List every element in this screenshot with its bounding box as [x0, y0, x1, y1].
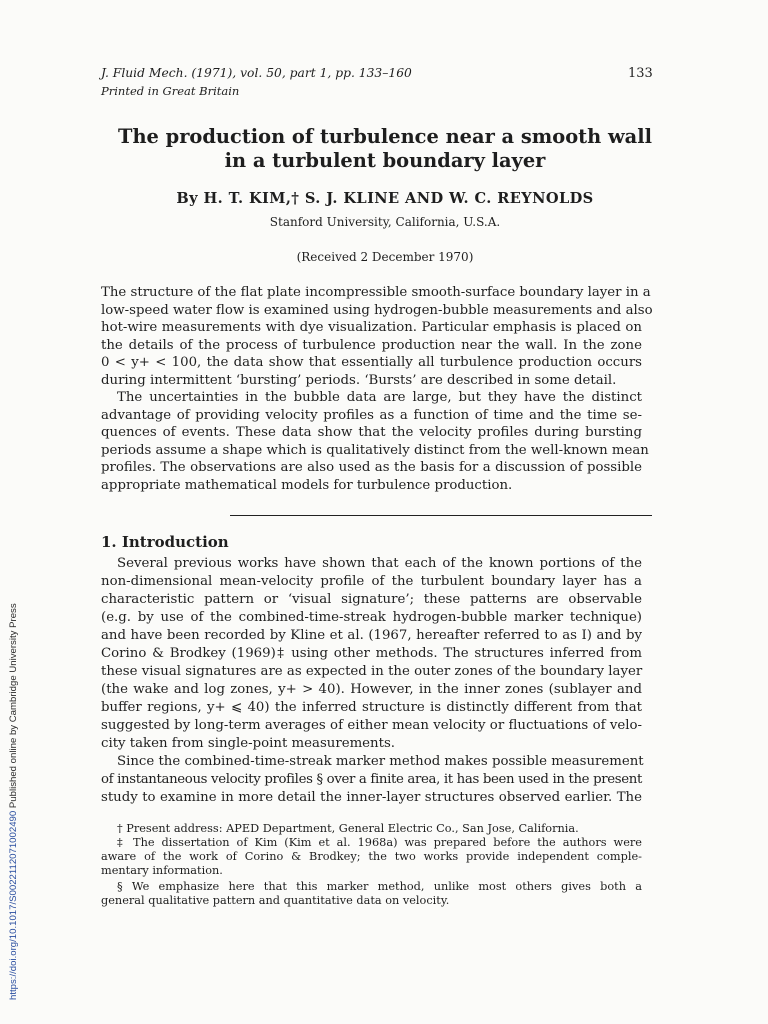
abstract-line: periods assume a shape which is qualitatively distinct from the well-known mean [101, 443, 649, 458]
body-line: Corino & Brodkey (1969)‡ using other methods. The structures inferred from [101, 646, 642, 661]
doi-sidebar [8, 603, 22, 1000]
body-line: (e.g. by use of the combined-time-streak hydrogen-bubble marker technique) [101, 610, 642, 625]
body-line: Several previous works have shown that each of the known portions of the [117, 556, 642, 571]
affiliation: Stanford University, California, U.S.A. [269, 215, 501, 229]
paper-title-line-1: The production of turbulence near a smooth wall [118, 125, 652, 148]
abstract-line: appropriate mathematical models for turbulence production. [101, 478, 513, 493]
page-number: 133 [628, 66, 653, 81]
body-line: and have been recorded by Kline et al. (1967, hereafter referred to as I) and by [101, 628, 642, 643]
footnote-line: mentary information. [101, 864, 223, 877]
body-line: (the wake and log zones, y+ > 40). However, in the inner zones (sublayer and [101, 682, 642, 697]
abstract-line: during intermittent ‘bursting’ periods. ‘Bursts’ are described in some detail. [101, 373, 617, 388]
divider-rule [230, 515, 652, 516]
footnote-double-dagger: ‡ The dissertation of Kim (Kim et al. 1968a) was prepared before the authors were [117, 836, 642, 849]
footnote-line: general qualitative pattern and quantitative data on velocity. [101, 894, 450, 907]
footnote-line: aware of the work of Corino & Brodkey; the two works provide independent comple- [101, 850, 642, 863]
body-line: non-dimensional mean-velocity profile of the turbulent boundary layer has a [101, 574, 642, 589]
body-line: city taken from single-point measurements. [101, 736, 396, 751]
body-line: characteristic pattern or ‘visual signature’; these patterns are observable [101, 592, 642, 607]
received-date: (Received 2 December 1970) [296, 250, 474, 264]
section-heading-introduction: 1. Introduction [101, 533, 229, 551]
abstract-line: advantage of providing velocity profiles as a function of time and the time se- [101, 408, 642, 423]
printed-in: Printed in Great Britain [101, 84, 240, 98]
abstract-line: The structure of the flat plate incompressible smooth-surface boundary layer in a [101, 285, 651, 300]
body-line: of instantaneous velocity profiles § over a finite area, it has been used in the present [101, 772, 642, 787]
body-line: study to examine in more detail the inner-layer structures observed earlier. The [101, 790, 642, 805]
abstract-line: the details of the process of turbulence production near the wall. In the zone [101, 338, 642, 353]
body-line: suggested by long-term averages of either mean velocity or fluctuations of velo- [101, 718, 642, 733]
footnote-section: § We emphasize here that this marker method, unlike most others gives both a [117, 880, 642, 893]
paper-title-line-2: in a turbulent boundary layer [224, 149, 546, 172]
abstract-line: The uncertainties in the bubble data are large, but they have the distinct [117, 390, 642, 405]
body-line: these visual signatures are as expected in the outer zones of the boundary layer [101, 664, 643, 679]
abstract-line: quences of events. These data show that the velocity profiles during bursting [101, 425, 642, 440]
abstract-line: low-speed water flow is examined using hydrogen-bubble measurements and also [101, 303, 653, 318]
abstract-line: hot-wire measurements with dye visualization. Particular emphasis is placed on [101, 320, 642, 335]
body-line: Since the combined-time-streak marker method makes possible measurement [117, 754, 644, 769]
footnote-dagger: † Present address: APED Department, General Electric Co., San Jose, California. [117, 822, 579, 835]
doi-link[interactable]: https://doi.org/10.1017/S0022112071002490 [8, 810, 19, 1000]
journal-reference: J. Fluid Mech. (1971), vol. 50, part 1, pp. 133–160 [101, 66, 412, 80]
authors: By H. T. KIM,† S. J. KLINE AND W. C. REYNOLDS [176, 190, 594, 207]
body-line: buffer regions, y+ ⩽ 40) the inferred structure is distinctly different from that [101, 700, 642, 715]
publisher-note: Published online by Cambridge University Press [8, 603, 19, 811]
abstract-line: 0 < y+ < 100, the data show that essentially all turbulence production occurs [101, 355, 642, 370]
abstract-line: profiles. The observations are also used as the basis for a discussion of possible [101, 460, 642, 475]
